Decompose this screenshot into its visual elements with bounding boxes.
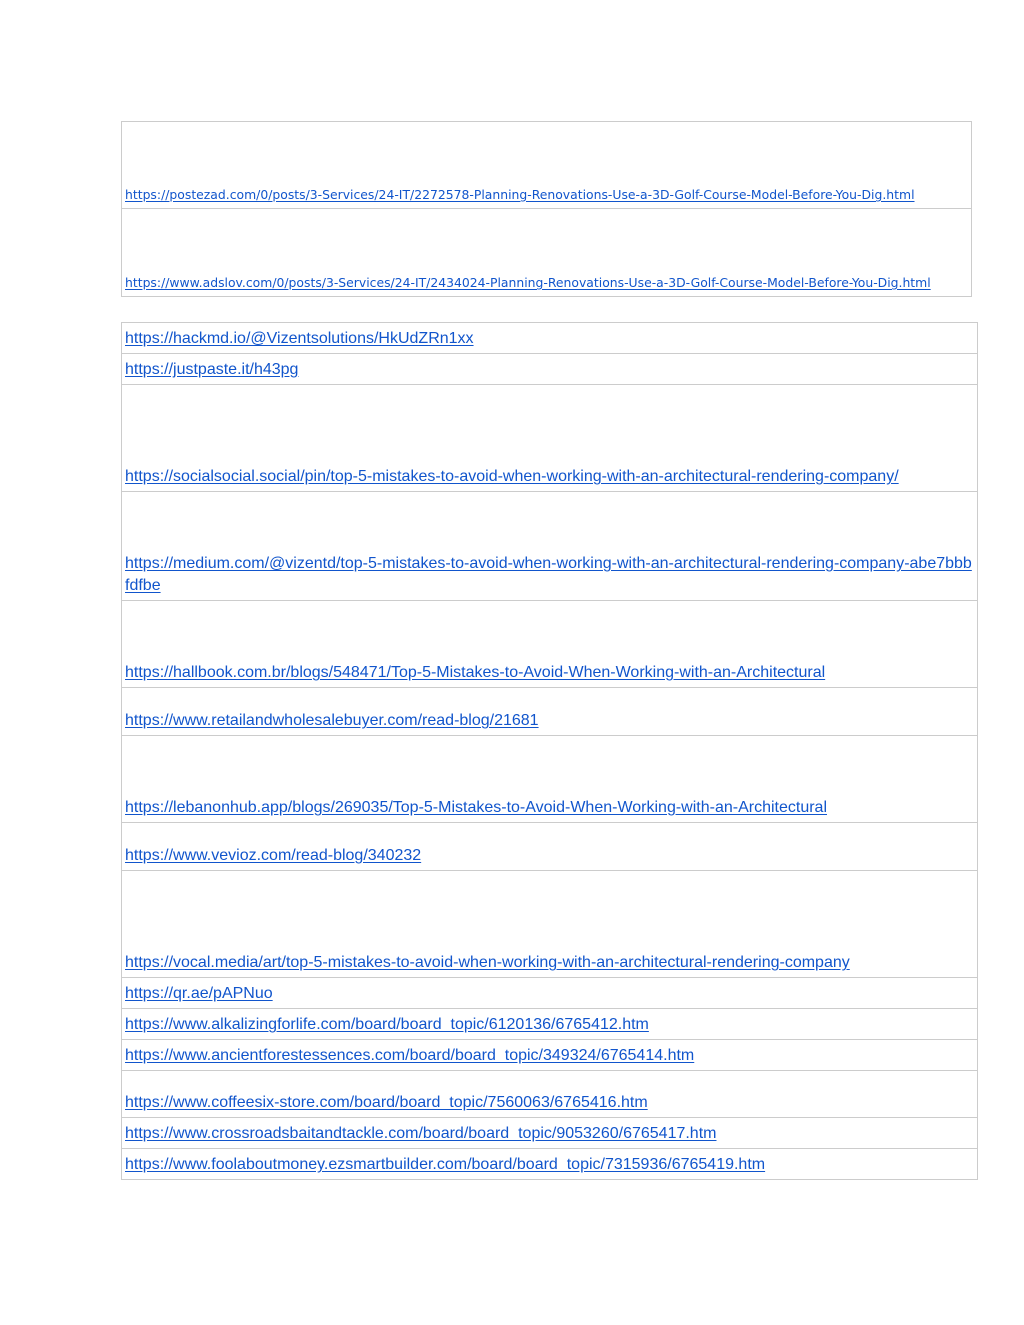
link[interactable]: https://qr.ae/pAPNuo — [125, 985, 273, 1002]
table-row — [122, 354, 978, 385]
table-cell — [122, 871, 978, 978]
table-cell — [122, 688, 978, 736]
link[interactable]: https://postezad.com/0/posts/3-Services/24-IT/2272578-Planning-Renovations-Use-a-3D-Golf-Course-Model-Before-You-Dig.html — [125, 187, 915, 202]
table-cell — [122, 323, 978, 354]
table-cell — [122, 1118, 978, 1149]
table-cell — [122, 1071, 978, 1118]
link[interactable]: https://medium.com/@vizentd/top-5-mistakes-to-avoid-when-working-with-an-architectural-rendering-company-abe7bbbfdfbe — [125, 555, 972, 594]
table-cell — [122, 1149, 978, 1180]
table-row — [122, 736, 978, 823]
links-table — [121, 322, 978, 1180]
table-row — [122, 1118, 978, 1149]
table-cell — [122, 978, 978, 1009]
table-row — [122, 1149, 978, 1180]
table-cell — [122, 354, 978, 385]
table-row — [122, 492, 978, 601]
link[interactable]: https://www.vevioz.com/read-blog/340232 — [125, 847, 422, 864]
table-row — [122, 688, 978, 736]
table-cell — [122, 209, 972, 297]
table-cell — [122, 736, 978, 823]
link[interactable]: https://hallbook.com.br/blogs/548471/Top-5-Mistakes-to-Avoid-When-Working-with-an-Architectural — [125, 664, 826, 681]
table-row — [122, 823, 978, 871]
table-row — [122, 385, 978, 492]
link[interactable]: https://www.ancientforestessences.com/board/board_topic/349324/6765414.htm — [125, 1047, 695, 1064]
table-row — [122, 1009, 978, 1040]
table-cell — [122, 1009, 978, 1040]
link[interactable]: https://socialsocial.social/pin/top-5-mistakes-to-avoid-when-working-with-an-architectural-rendering-company/ — [125, 468, 899, 485]
table-row — [122, 601, 978, 688]
table-cell — [122, 492, 978, 601]
link[interactable]: https://www.crossroadsbaitandtackle.com/board/board_topic/9053260/6765417.htm — [125, 1125, 717, 1142]
table-cell — [122, 122, 972, 209]
table-cell — [122, 1040, 978, 1071]
link[interactable]: https://www.alkalizingforlife.com/board/board_topic/6120136/6765412.htm — [125, 1016, 649, 1033]
table-cell — [122, 601, 978, 688]
link[interactable]: https://justpaste.it/h43pg — [125, 361, 299, 378]
link[interactable]: https://vocal.media/art/top-5-mistakes-to-avoid-when-working-with-an-architectural-rendering-company — [125, 954, 850, 971]
link[interactable]: https://hackmd.io/@Vizentsolutions/HkUdZRn1xx — [125, 330, 474, 347]
table-row — [122, 1071, 978, 1118]
link[interactable]: https://www.coffeesix-store.com/board/board_topic/7560063/6765416.htm — [125, 1094, 648, 1111]
table-row — [122, 871, 978, 978]
table-row — [122, 1040, 978, 1071]
table-cell — [122, 823, 978, 871]
link[interactable]: https://www.adslov.com/0/posts/3-Services/24-IT/2434024-Planning-Renovations-Use-a-3D-Golf-Course-Model-Before-You-Dig.html — [125, 275, 931, 290]
table-cell — [122, 385, 978, 492]
links-table-small — [121, 121, 972, 297]
link[interactable]: https://lebanonhub.app/blogs/269035/Top-5-Mistakes-to-Avoid-When-Working-with-an-Architectural — [125, 799, 827, 816]
table-row — [122, 209, 972, 297]
table-row — [122, 323, 978, 354]
link[interactable]: https://www.retailandwholesalebuyer.com/read-blog/21681 — [125, 712, 539, 729]
table-row — [122, 978, 978, 1009]
table-row — [122, 122, 972, 209]
link[interactable]: https://www.foolaboutmoney.ezsmartbuilder.com/board/board_topic/7315936/6765419.htm — [125, 1156, 766, 1173]
